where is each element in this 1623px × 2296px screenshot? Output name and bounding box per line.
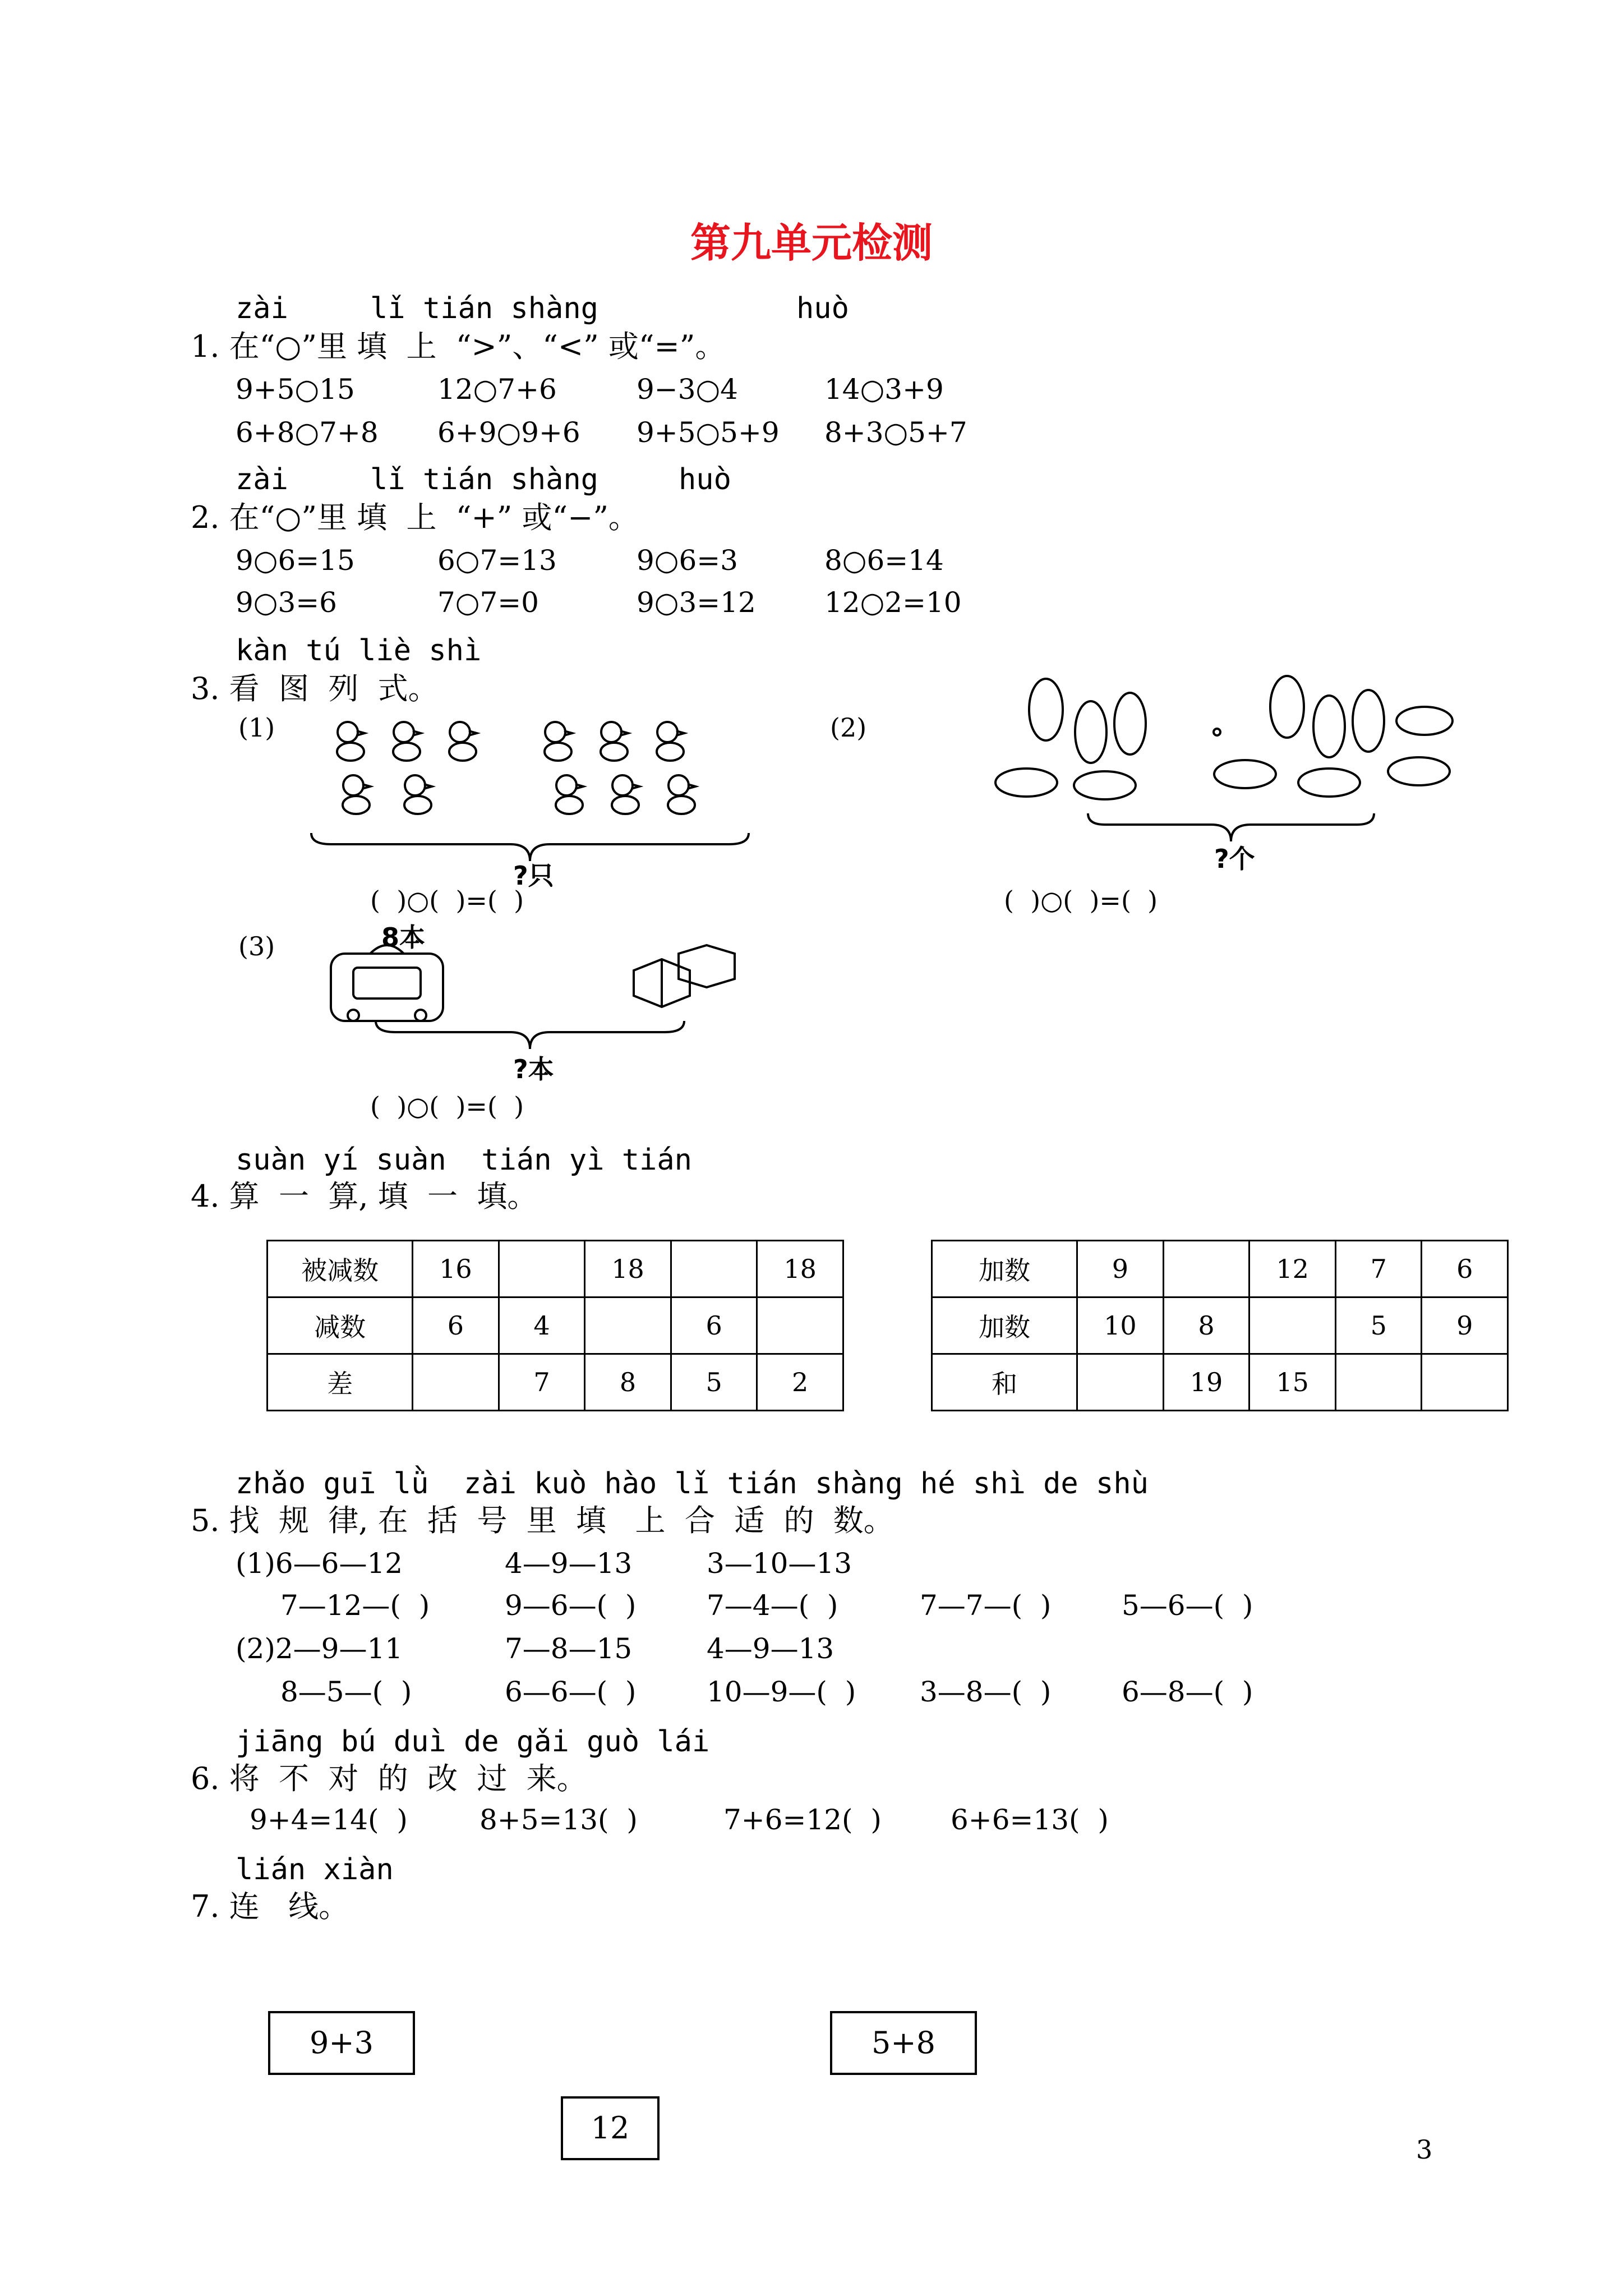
table-cell: 加数 bbox=[932, 1297, 1077, 1354]
q7-pinyin: lián xiàn bbox=[236, 1853, 394, 1887]
q1-r1-c1[interactable]: 9+5○15 bbox=[236, 373, 355, 406]
q1-question: 1. 在“○”里 填 上 “>”、“<” 或“=”。 bbox=[191, 329, 726, 364]
q3-pinyin: kàn tú liè shì bbox=[236, 634, 482, 668]
table-cell[interactable]: 8 bbox=[585, 1354, 671, 1411]
table-cell[interactable]: 6 bbox=[413, 1297, 499, 1354]
q6-question: 6. 将 不 对 的 改 过 来。 bbox=[191, 1761, 587, 1796]
q5-question: 5. 找 规 律, 在 括 号 里 填 上 合 适 的 数。 bbox=[191, 1503, 894, 1538]
q3-sub3-number: (3) bbox=[238, 931, 275, 961]
q2-r1-c4[interactable]: 8○6=14 bbox=[824, 544, 944, 577]
q5-p2-example-3: 4—9—13 bbox=[707, 1632, 834, 1665]
q7-question: 7. 连 线。 bbox=[191, 1889, 349, 1924]
brace-3 bbox=[373, 1018, 687, 1052]
q5-p2-item-3[interactable]: 10—9—( ) bbox=[707, 1676, 856, 1708]
table-row bbox=[932, 1354, 1508, 1411]
table-cell: 差 bbox=[268, 1354, 413, 1411]
page-title: 第九单元检测 bbox=[690, 219, 933, 266]
books-illustration bbox=[628, 942, 740, 1010]
table-cell[interactable]: 5 bbox=[671, 1354, 757, 1411]
table-cell[interactable] bbox=[499, 1241, 585, 1297]
table-cell[interactable] bbox=[1249, 1297, 1336, 1354]
q2-r1-c1[interactable]: 9○6=15 bbox=[236, 544, 355, 577]
table-cell[interactable]: 5 bbox=[1335, 1297, 1422, 1354]
q3-sub3-formula[interactable]: ( )○( )=( ) bbox=[370, 1091, 524, 1121]
q3-sub2-formula[interactable]: ( )○( )=( ) bbox=[1004, 885, 1158, 915]
table-cell[interactable]: 18 bbox=[585, 1241, 671, 1297]
q5-p1-item-3[interactable]: 7—4—( ) bbox=[707, 1589, 838, 1622]
q5-p1-item-2[interactable]: 9—6—( ) bbox=[505, 1589, 637, 1622]
q5-p1-item-4[interactable]: 7—7—( ) bbox=[920, 1589, 1052, 1622]
q4-question: 4. 算 一 算, 填 一 填。 bbox=[191, 1179, 538, 1214]
table-cell[interactable] bbox=[585, 1297, 671, 1354]
q6-item-1[interactable]: 9+4=14( ) bbox=[250, 1803, 408, 1836]
q6-item-3[interactable]: 7+6=12( ) bbox=[723, 1803, 882, 1836]
table-cell[interactable]: 9 bbox=[1422, 1297, 1508, 1354]
table-row bbox=[932, 1241, 1508, 1297]
table-cell[interactable]: 8 bbox=[1163, 1297, 1249, 1354]
q3-sub1-label: ?只 bbox=[513, 861, 554, 891]
q1-r2-c4[interactable]: 8+3○5+7 bbox=[824, 416, 967, 449]
table-cell[interactable]: 15 bbox=[1249, 1354, 1336, 1411]
table-row bbox=[268, 1297, 843, 1354]
q6-pinyin: jiāng bú duì de gǎi guò lái bbox=[236, 1725, 710, 1759]
q3-question: 3. 看 图 列 式。 bbox=[191, 671, 439, 706]
q2-r2-c4[interactable]: 12○2=10 bbox=[824, 586, 962, 619]
q5-p1-item-1[interactable]: 7—12—( ) bbox=[280, 1589, 430, 1622]
q5-p2-item-4[interactable]: 3—8—( ) bbox=[920, 1676, 1052, 1708]
q2-question: 2. 在“○”里 填 上 “+” 或“−”。 bbox=[191, 500, 639, 535]
q3-sub2-label: ?个 bbox=[1214, 844, 1255, 874]
q2-r2-c3[interactable]: 9○3=12 bbox=[637, 586, 756, 619]
q5-p2-item-5[interactable]: 6—8—( ) bbox=[1122, 1676, 1253, 1708]
table-cell[interactable] bbox=[413, 1354, 499, 1411]
table-cell: 被减数 bbox=[268, 1241, 413, 1297]
q1-r2-c1[interactable]: 6+8○7+8 bbox=[236, 416, 379, 449]
q1-pinyin-1: zài bbox=[236, 292, 288, 325]
table-cell[interactable] bbox=[671, 1241, 757, 1297]
subtraction-table bbox=[266, 1240, 844, 1411]
table-cell[interactable]: 16 bbox=[413, 1241, 499, 1297]
table-cell[interactable]: 6 bbox=[1422, 1241, 1508, 1297]
q1-r1-c4[interactable]: 14○3+9 bbox=[824, 373, 944, 406]
q1-r1-c2[interactable]: 12○7+6 bbox=[437, 373, 557, 406]
q1-r2-c3[interactable]: 9+5○5+9 bbox=[637, 416, 780, 449]
q5-p2-item-2[interactable]: 6—6—( ) bbox=[505, 1676, 637, 1708]
table-cell[interactable] bbox=[757, 1297, 843, 1354]
table-cell[interactable]: 2 bbox=[757, 1354, 843, 1411]
q5-p1-example-3: 3—10—13 bbox=[707, 1547, 852, 1580]
chicks-illustration bbox=[320, 710, 735, 822]
table-cell[interactable]: 7 bbox=[1335, 1241, 1422, 1297]
table-cell: 加数 bbox=[932, 1241, 1077, 1297]
q2-r1-c2[interactable]: 6○7=13 bbox=[437, 544, 557, 577]
q2-pinyin-1: zài bbox=[236, 463, 288, 496]
table-cell[interactable]: 10 bbox=[1077, 1297, 1164, 1354]
table-cell[interactable]: 4 bbox=[499, 1297, 585, 1354]
table-cell[interactable]: 12 bbox=[1249, 1241, 1336, 1297]
table-cell[interactable]: 9 bbox=[1077, 1241, 1164, 1297]
match-box-5-plus-8[interactable]: 5+8 bbox=[830, 2011, 977, 2075]
table-cell[interactable] bbox=[1422, 1354, 1508, 1411]
q2-pinyin-3: huò bbox=[679, 463, 731, 496]
match-box-12[interactable]: 12 bbox=[561, 2096, 660, 2160]
q5-p1-item-5[interactable]: 5—6—( ) bbox=[1122, 1589, 1253, 1622]
q5-p2-item-1[interactable]: 8—5—( ) bbox=[280, 1676, 412, 1708]
q4-pinyin: suàn yí suàn tián yì tián bbox=[236, 1143, 692, 1177]
q5-p2-example-1: (2)2—9—11 bbox=[236, 1632, 403, 1665]
q6-item-4[interactable]: 6+6=13( ) bbox=[951, 1803, 1109, 1836]
addition-table bbox=[931, 1240, 1509, 1411]
table-cell[interactable]: 19 bbox=[1163, 1354, 1249, 1411]
q2-r2-c2[interactable]: 7○7=0 bbox=[437, 586, 539, 619]
q1-r2-c2[interactable]: 6+9○9+6 bbox=[437, 416, 580, 449]
q3-sub1-number: (1) bbox=[238, 712, 275, 743]
q3-sub3-top-label: 8本 bbox=[381, 922, 426, 953]
table-cell[interactable] bbox=[1077, 1354, 1164, 1411]
table-cell: 和 bbox=[932, 1354, 1077, 1411]
q1-pinyin-2: lǐ tián shàng bbox=[370, 292, 598, 325]
q1-pinyin-3: huò bbox=[796, 292, 849, 325]
table-row bbox=[268, 1241, 843, 1297]
q5-p1-example-2: 4—9—13 bbox=[505, 1547, 633, 1580]
q6-item-2[interactable]: 8+5=13( ) bbox=[479, 1803, 638, 1836]
table-cell[interactable]: 6 bbox=[671, 1297, 757, 1354]
q2-pinyin-2: lǐ tián shàng bbox=[370, 463, 598, 496]
q2-r1-c3[interactable]: 9○6=3 bbox=[637, 544, 738, 577]
q5-p2-example-2: 7—8—15 bbox=[505, 1632, 633, 1665]
q3-sub1-formula[interactable]: ( )○( )=( ) bbox=[370, 885, 524, 915]
table-cell[interactable]: 18 bbox=[757, 1241, 843, 1297]
q5-p1-example-1: (1)6—6—12 bbox=[236, 1547, 403, 1580]
table-cell[interactable]: 7 bbox=[499, 1354, 585, 1411]
table-row bbox=[268, 1354, 843, 1411]
table-cell[interactable] bbox=[1335, 1354, 1422, 1411]
page-number: 3 bbox=[1416, 2134, 1433, 2165]
table-cell: 减数 bbox=[268, 1297, 413, 1354]
q1-r1-c3[interactable]: 9−3○4 bbox=[637, 373, 738, 406]
match-box-9-plus-3[interactable]: 9+3 bbox=[268, 2011, 415, 2075]
q3-sub2-number: (2) bbox=[830, 712, 867, 743]
q2-r2-c1[interactable]: 9○3=6 bbox=[236, 586, 337, 619]
q5-pinyin: zhǎo guī lǜ zài kuò hào lǐ tián shàng hé shì de shù bbox=[236, 1467, 1149, 1501]
q3-sub3-label: ?本 bbox=[513, 1054, 554, 1084]
eggplants-illustration bbox=[993, 670, 1486, 816]
table-row bbox=[932, 1297, 1508, 1354]
table-cell[interactable] bbox=[1163, 1241, 1249, 1297]
